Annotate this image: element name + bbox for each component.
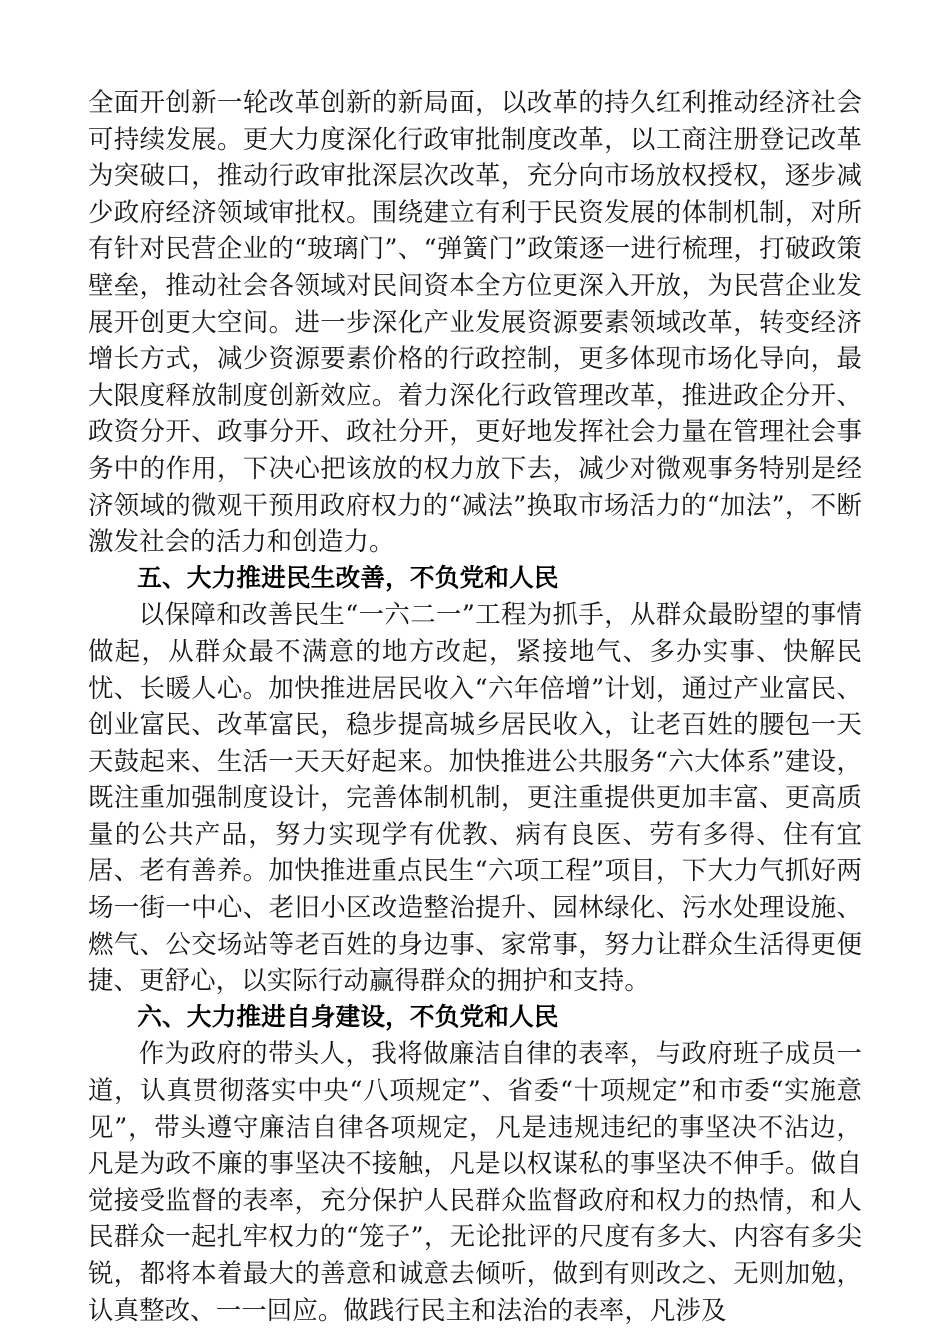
heading-section-six: 六、大力推进自身建设，不负党和人民	[137, 1001, 559, 1031]
heading-section-five: 五、大力推进民生改善，不负党和人民	[137, 562, 559, 592]
paragraph-section-six-body: 作为政府的带头人，我将做廉洁自律的表率，与政府班子成员一道，认真贯彻落实中央“八项规定”、省委“十项规定”和市委“实施意见”，带头遵守廉洁自律各项规定，凡是违规违纪的事坚决不沾边，凡是为政不廉的事坚决不接触，凡是以权谋私的事坚决不伸手。做自觉接受监督的表率，充分保护人民群众监督政府和权力的热情，和人民群众一起扎牢权力的“笼子”，无论批评的尺度有多大、内容有多尖锐，都将本着最大的善意和诚意去倾听，做到有则改之、无则加勉，认真整改、一一回应。做践行民主和法治的表率，凡涉及	[88, 1038, 862, 1325]
document-text-column	[88, 84, 862, 1328]
paragraph-section-five-body: 以保障和改善民生“一六二一”工程为抓手，从群众最盼望的事情做起，从群众最不满意的地方改起，紧接地气、多办实事、快解民忧、长暖人心。加快推进居民收入“六年倍增”计划，通过产业富民、创业富民、改革富民，稳步提高城乡居民收入，让老百姓的腰包一天天鼓起来、生活一天天好起来。加快推进公共服务“六大体系”建设，既注重加强制度设计，完善体制机制，更注重提供更加丰富、更高质量的公共产品，努力实现学有优教、病有良医、劳有多得、住有宜居、老有善养。加快推进重点民生“六项工程”项目，下大力气抓好两场一街一中心、老旧小区改造整治提升、园林绿化、污水处理设施、燃气、公交场站等老百姓的身边事、家常事，努力让群众生活得更便捷、更舒心，以实际行动赢得群众的拥护和支持。	[88, 599, 862, 996]
paragraph-reform-continuation: 全面开创新一轮改革创新的新局面，以改革的持久红利推动经济社会可持续发展。更大力度深化行政审批制度改革，以工商注册登记改革为突破口，推动行政审批深层次改革，充分向市场放权授权，逐步减少政府经济领域审批权。围绕建立有利于民资发展的体制机制，对所有针对民营企业的“玻璃门”、“弹簧门”政策逐一进行梳理，打破政策壁垒，推动社会各领域对民间资本全方位更深入开放，为民营企业发展开创更大空间。进一步深化产业发展资源要素领域改革，转变经济增长方式，减少资源要素价格的行政控制，更多体现市场化导向，最大限度释放制度创新效应。着力深化行政管理改革，推进政企分开、政资分开、政事分开、政社分开，更好地发挥社会力量在管理社会事务中的作用，下决心把该放的权力放下去，减少对微观事务特别是经济领域的微观干预用政府权力的“减法”换取市场活力的“加法”，不断激发社会的活力和创造力。	[88, 87, 862, 557]
